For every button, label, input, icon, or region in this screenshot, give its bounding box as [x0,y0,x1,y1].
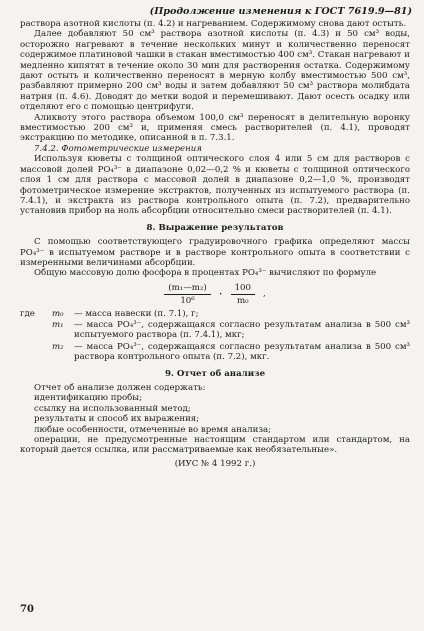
where-label: где [20,308,35,319]
where-symbol: m₁ [52,319,64,330]
page-number: 70 [20,604,34,615]
where-text: — масса PO₄³⁻, содержащаяся согласно результатам анализа в 500 см³ раствора контрольного опыта (п. 7.2), мкг. [74,341,410,363]
paragraph: Общую массовую долю фосфора в процентах PO₄³⁻ вычисляют по формуле [34,268,377,279]
where-item [20,342,410,363]
list-item: операции, не предусмотренные настоящим стандартом или стандартом, на который дается ссылка, или рассматриваемые как необязательные». [20,435,410,456]
where-item [20,309,410,319]
list-item: идентификацию пробы; [34,393,143,404]
paragraph: Отчет об анализе должен содержать: [34,383,206,393]
footnote: (ИУС № 4 1992 г.) [174,458,256,469]
paragraph: Далее добавляют 50 см³ раствора азотной кислоты (п. 4.3) и 50 см³ воды, осторожно нагревают в течение нескольких минут и количественно переносят содержимое платиновой чашки в стакан вместимостью 400 см³. Стакан нагревают и медленно кипятят в течение около 30 мин для растворения остатка. Содержимому дают остыть и количественно переносят в мерную колбу вместимостью 500 см³, разбавляют примерно 200 см³ воды и затем добавляют 50 см³ раствора молибдата натрия (п. 4.6). Доводят до метки водой и перемешивают. Дают осесть осадку или отделяют его с помощью центрифуги. [20,29,410,113]
fraction-numerator: 100 [231,283,255,295]
where-item [20,320,410,341]
multiply-sign: · [218,287,223,302]
where-list [20,309,410,363]
list-item: любые особенности, отмеченные во время анализа; [34,424,272,435]
where-text: — масса навески (п. 7.1), г; [74,308,199,319]
list-item: ссылку на использованный метод; [34,403,191,414]
report-list [20,393,410,455]
paragraph: раствора азотной кислоты (п. 4.2) и нагреванием. Содержимому снова дают остыть. [20,19,407,29]
running-header: (Продолжение изменения к ГОСТ 7619.9—81) [149,6,412,17]
formula [20,283,410,307]
fraction-denominator: 10⁶ [180,296,195,307]
where-symbol: m₂ [52,341,64,352]
document-body [20,19,410,469]
where-label [20,320,52,341]
formula-comma: , [263,289,266,300]
fraction-1 [164,283,211,307]
paragraph: Используя кюветы с толщиной оптического слоя 4 или 5 см для растворов с массовой долей PO₄³⁻ в диапазоне 0,02—0,2 % и кюветы с толщиной оптического слоя 1 см для раствора с массовой долей в диапазоне 0,2—1,0 %, производят фотометрическое измерение экстрактов, полученных из испытуемого раствора (п. 7.4.1), и экстракта из раствора контрольного опыта (п. 7.2), предварительно установив прибор на ноль абсорбции относительно смеси растворителей (п. 4.1). [20,154,410,217]
section-heading: 8. Выражение результатов [146,222,284,233]
fraction-numerator: (m₁—m₂) [164,283,211,295]
where-symbol: m₀ [52,308,64,319]
list-item: результаты и способ их выражения; [34,414,200,425]
fraction-2 [231,283,255,307]
subsection-title: 7.4.2. Фотометрические измерения [34,143,202,154]
paragraph: Аликвоту этого раствора объемом 100,0 см³ переносят в делительную воронку вместимостью 200 см³ и, применяя смесь растворителей (п. 4.1), проводят экстракцию по методике, описанной в п. 7.3.1. [20,112,410,144]
fraction-denominator: m₀ [236,296,249,307]
paragraph: С помощью соответствующего градуировочного графика определяют массы PO₄³⁻ в испытуемом растворе и в растворе контрольного опыта в соответствии с измеренными величинами абсорбции. [20,237,410,268]
where-label [20,342,52,363]
where-text: — масса PO₄³⁻, содержащаяся согласно результатам анализа в 500 см³ испытуемого раствора (п. 7.4.1), мкг; [74,319,410,341]
section-heading: 9. Отчет об анализе [164,368,266,379]
